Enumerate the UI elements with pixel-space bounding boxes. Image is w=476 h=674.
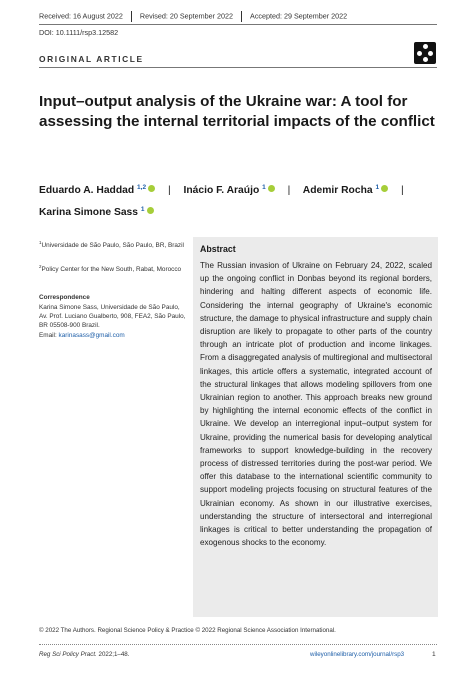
author-affiliation-marker[interactable]: 1	[262, 184, 266, 191]
article-type: ORIGINAL ARTICLE	[39, 54, 144, 64]
author-separator: |	[400, 185, 404, 196]
copyright-notice: © 2022 The Authors. Regional Science Policy & Practice © 2022 Regional Science Association International.	[39, 627, 336, 634]
footer-rule	[39, 644, 437, 645]
affiliation: $^2$Policy Center for the New South, Rabat, Morocco	[39, 264, 182, 273]
correspondence-text: Karina Simone Sass, Universidade de São Paulo, Av. Prof. Luciano Gualberto, 908, FEA2, São Paulo, BR 05508-900 Brazil. Email: karinasass@gmail.com	[39, 304, 186, 339]
author-affiliation-marker[interactable]: 1,2	[137, 184, 147, 191]
journal-url-link[interactable]: wileyonlinelibrary.com/journal/rsp3	[310, 651, 405, 658]
orcid-icon[interactable]	[268, 185, 275, 192]
article-dates	[39, 11, 347, 22]
abstract-heading: Abstract	[200, 244, 236, 254]
divider	[241, 11, 242, 22]
divider	[131, 11, 132, 22]
orcid-icon[interactable]	[148, 185, 155, 192]
author-affiliation-marker[interactable]: 1	[140, 206, 145, 213]
revised-date: Revised: 20 September 2022	[139, 11, 234, 21]
journal-citation: Reg Sci Policy Pract. 2022;1–48.	[39, 651, 130, 658]
accepted-date: Accepted: 29 September 2022	[250, 11, 348, 21]
author-affiliation-marker[interactable]: 1	[375, 184, 380, 191]
author-name[interactable]: Eduardo A. Haddad	[39, 185, 135, 196]
orcid-icon[interactable]	[147, 207, 154, 214]
doi: DOI: 10.1111/rsp3.12582	[39, 28, 119, 37]
paper-title: Input–output analysis of the Ukraine war: A tool for assessing the internal territorial impacts of the conflict	[39, 93, 435, 130]
affiliation: $^1$Universidade de São Paulo, São Paulo, BR, Brazil	[39, 240, 184, 249]
author-list	[39, 178, 439, 222]
author-separator: |	[287, 185, 291, 196]
page-number: 1	[432, 651, 436, 658]
author-name[interactable]: Karina Simone Sass	[39, 207, 139, 218]
received-date: Received: 16 August 2022	[39, 11, 123, 21]
abstract-text: The Russian invasion of Ukraine on February 24, 2022, scaled up the ongoing conflict in Donbas beyond its regional borders, hindering and halting different aspects of economic life. Considering the internal geography of Ukraine's economic structure, the damage to physical infrastructure and supply chain disruption are likely to propagate to other parts of the country through an intricate plot of production and income linkages. From a disaggregated analysis of multiregional and multisectoral linkages, this article offers a systematic, integrated account of the structural linkages that allows modeling spillovers from one Ukrainian region to another. This approach breaks new ground by highlighting the internal economic effects of the conflict in Ukraine. We develop an interregional input–output system for Ukraine, providing the numerical basis for developing analytical frameworks to support knowledge-building in the recovery process of distressed territories during the post-war period. We offer this database to the international scientific community to support modeling projects focusing on structural features of the Ukrainian economy. As shown in our illustrative exercises, understanding the structure of intersectoral and interregional linkages is critical to better understanding the propagation of exogenous shocks to the economy.	[200, 261, 432, 548]
open-access-logo-icon	[414, 42, 436, 64]
author-name[interactable]: Inácio F. Araújo	[183, 185, 260, 196]
author-separator: |	[167, 185, 171, 196]
header-rule	[39, 24, 437, 25]
section-rule	[39, 67, 437, 68]
author-name[interactable]: Ademir Rocha	[302, 185, 373, 196]
correspondence-heading: Correspondence	[39, 294, 90, 301]
orcid-icon[interactable]	[381, 185, 388, 192]
email-link[interactable]: karinasass@gmail.com	[58, 331, 125, 339]
